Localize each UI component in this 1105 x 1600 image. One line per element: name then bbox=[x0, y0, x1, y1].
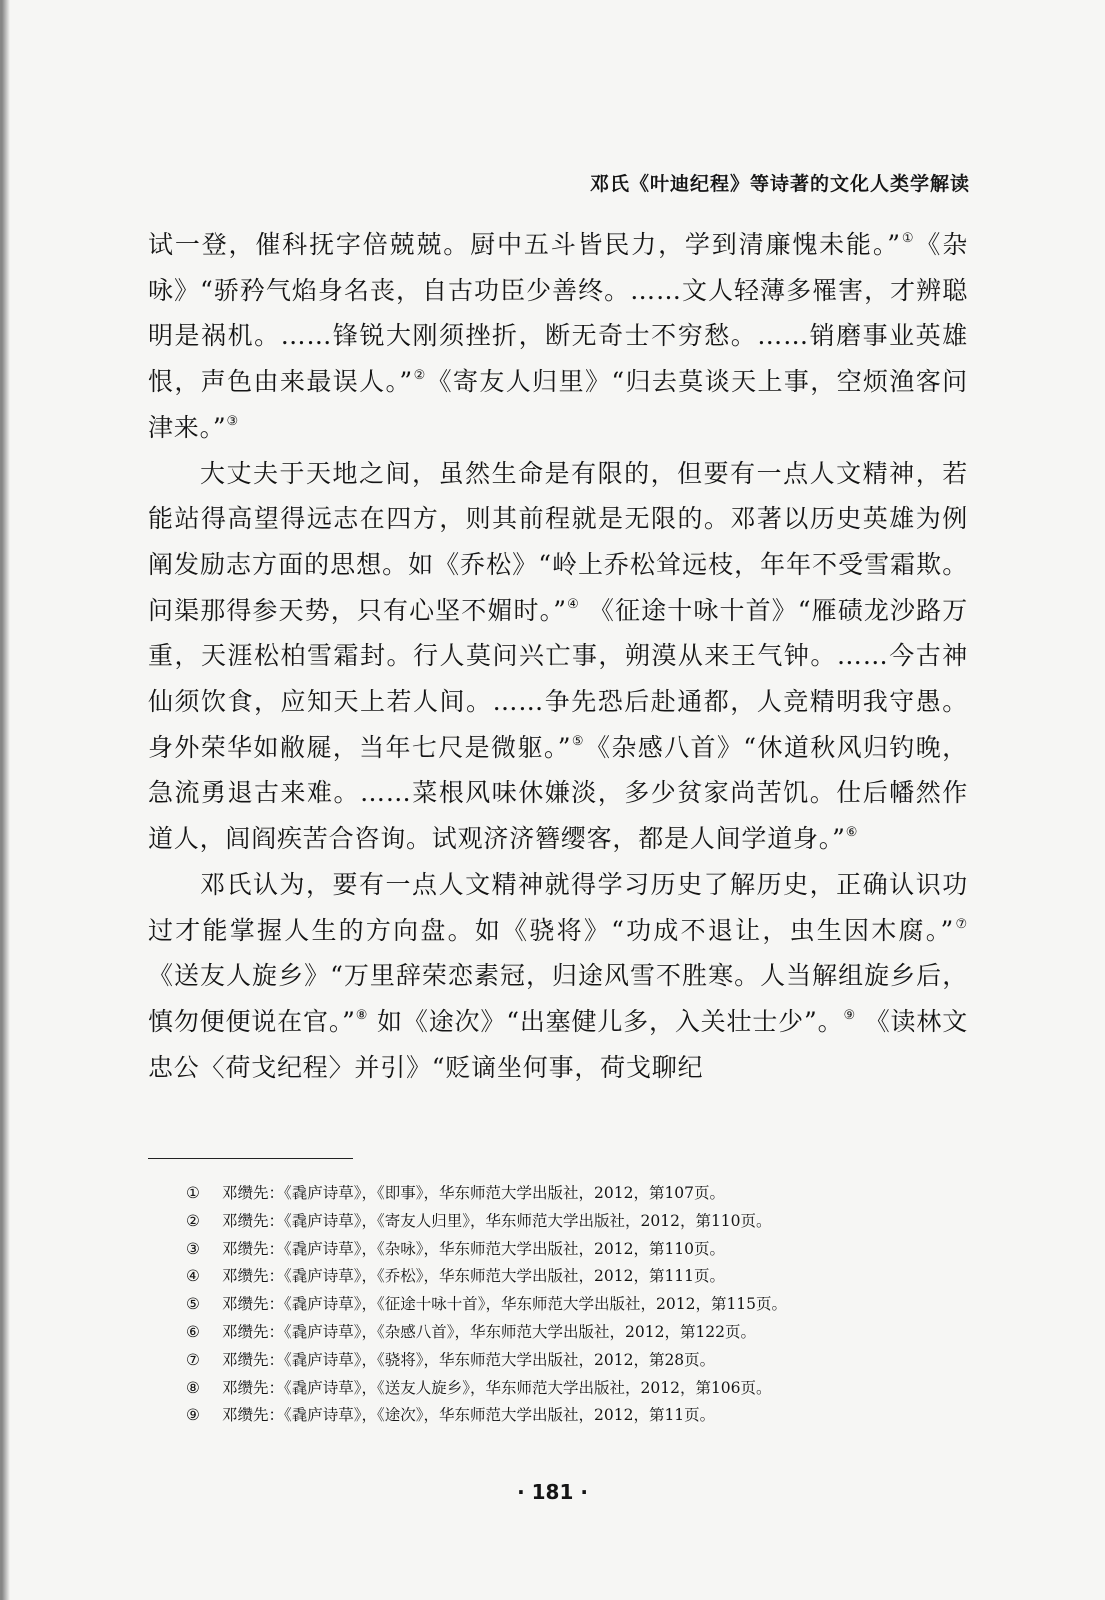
footnote-text: 邓缵先：《毳庐诗草》，《乔松》，华东师范大学出版社，2012，第111页。 bbox=[222, 1267, 726, 1286]
footnote-divider bbox=[148, 1158, 353, 1159]
footnote-item bbox=[186, 1347, 946, 1375]
footnote-text: 邓缵先：《毳庐诗草》，《杂感八首》，华东师范大学出版社，2012，第122页。 bbox=[222, 1322, 757, 1341]
footnote-item bbox=[186, 1291, 946, 1319]
footnote-mark: ④ bbox=[186, 1267, 200, 1286]
footnote-text: 邓缵先：《毳庐诗草》，《送友人旋乡》，华东师范大学出版社，2012，第106页。 bbox=[222, 1378, 772, 1397]
footnote-text: 邓缵先：《毳庐诗草》，《即事》，华东师范大学出版社，2012，第107页。 bbox=[222, 1184, 726, 1202]
footnote-item bbox=[186, 1402, 946, 1430]
footnote-mark: ① bbox=[186, 1184, 200, 1202]
footnote-ref-1[interactable]: ① bbox=[900, 231, 916, 246]
footnote-item bbox=[186, 1319, 946, 1347]
footnote-ref-2[interactable]: ② bbox=[412, 368, 427, 384]
footnote-ref-3[interactable]: ③ bbox=[226, 413, 239, 429]
footnote-mark: ⑨ bbox=[186, 1406, 200, 1425]
footnote-text: 邓缵先：《毳庐诗草》，《杂咏》，华东师范大学出版社，2012，第110页。 bbox=[222, 1239, 726, 1258]
body-text bbox=[148, 222, 968, 1090]
footnote-ref-9[interactable]: ⑨ bbox=[843, 1007, 856, 1023]
footnote-mark: ⑧ bbox=[186, 1378, 200, 1397]
footnote-item bbox=[186, 1236, 946, 1264]
footnote-item bbox=[186, 1263, 946, 1291]
footnote-ref-7[interactable]: ⑦ bbox=[954, 916, 968, 932]
footnote-ref-8[interactable]: ⑧ bbox=[355, 1007, 369, 1023]
paragraph-1: 试一登，催科抚字倍兢兢。厨中五斗皆民力，学到清廉愧未能。”①《杂咏》“骄矜气焰身名丧，自古功臣少善终。……文人轻薄多罹害，才辨聪明是祸机。……锋锐大刚须挫折，断无奇士不穷愁。……销磨事业英雄恨，声色由来最误人。”②《寄友人归里》“归去莫谈天上事，空烦渔客问津来。”③ bbox=[148, 230, 968, 442]
footnote-ref-5[interactable]: ⑤ bbox=[571, 733, 585, 749]
paragraph-2: 大丈夫于天地之间，虽然生命是有限的，但要有一点人文精神，若能站得高望得远志在四方，则其前程就是无限的。邓著以历史英雄为例阐发励志方面的思想。如《乔松》“岭上乔松耸远枝，年年不受雪霜欺。问渠那得参天势，只有心坚不媚时。”④ 《征途十咏十首》“雁碛龙沙路万重，天涯松柏雪霜封。行人莫问兴亡事，朔漠从来王气钟。……今古神仙须饮食，应知天上若人间。……争先恐后赴通都，人竞精明我守愚。身外荣华如敝屣，当年七尺是微躯。”⑤《杂感八首》“休道秋风归钓晚，急流勇退古来难。……菜根风味休嫌淡，多少贫家尚苦饥。仕后幡然作道人，闾阎疾苦合咨询。试观济济簪缨客，都是人间学道身。”⑥ bbox=[148, 458, 968, 854]
footnote-text: 邓缵先：《毳庐诗草》，《寄友人归里》，华东师范大学出版社，2012，第110页。 bbox=[222, 1211, 772, 1230]
footnote-mark: ⑦ bbox=[186, 1350, 200, 1369]
footnote-mark: ⑥ bbox=[186, 1322, 200, 1341]
footnote-mark: ② bbox=[186, 1211, 200, 1230]
paragraph-3: 邓氏认为，要有一点人文精神就得学习历史了解历史，正确认识功过才能掌握人生的方向盘。如《骁将》“功成不退让，虫生因木腐。”⑦《送友人旋乡》“万里辞荣恋素冠，归途风雪不胜寒。人当解组旋乡后，慎勿便便说在官。”⑧ 如《途次》“出塞健儿多，入关壮士少”。⑨ 《读林文忠公〈荷戈纪程〉并引》“贬谪坐何事，荷戈聊纪 bbox=[148, 869, 969, 1082]
footnote-text: 邓缵先：《毳庐诗草》，《骁将》，华东师范大学出版社，2012，第28页。 bbox=[222, 1350, 716, 1369]
footnote-ref-4[interactable]: ④ bbox=[566, 596, 580, 612]
footnote-mark: ③ bbox=[186, 1239, 200, 1258]
footnote-text: 邓缵先：《毳庐诗草》，《途次》，华东师范大学出版社，2012，第11页。 bbox=[222, 1406, 716, 1425]
footnote-item bbox=[186, 1180, 946, 1208]
footnote-mark: ⑤ bbox=[186, 1295, 200, 1314]
running-head: 邓氏《叶迪纪程》等诗著的文化人类学解读 bbox=[589, 173, 970, 195]
footnote-text: 邓缵先：《毳庐诗草》，《征途十咏十首》，华东师范大学出版社，2012，第115页。 bbox=[222, 1295, 788, 1314]
footnote-list bbox=[186, 1180, 946, 1430]
footnote-ref-6[interactable]: ⑥ bbox=[845, 825, 859, 841]
footnote-item bbox=[186, 1375, 946, 1403]
page-number: · 181 · bbox=[517, 1480, 588, 1504]
footnote-item bbox=[186, 1208, 946, 1236]
scan-edge bbox=[0, 0, 10, 1600]
